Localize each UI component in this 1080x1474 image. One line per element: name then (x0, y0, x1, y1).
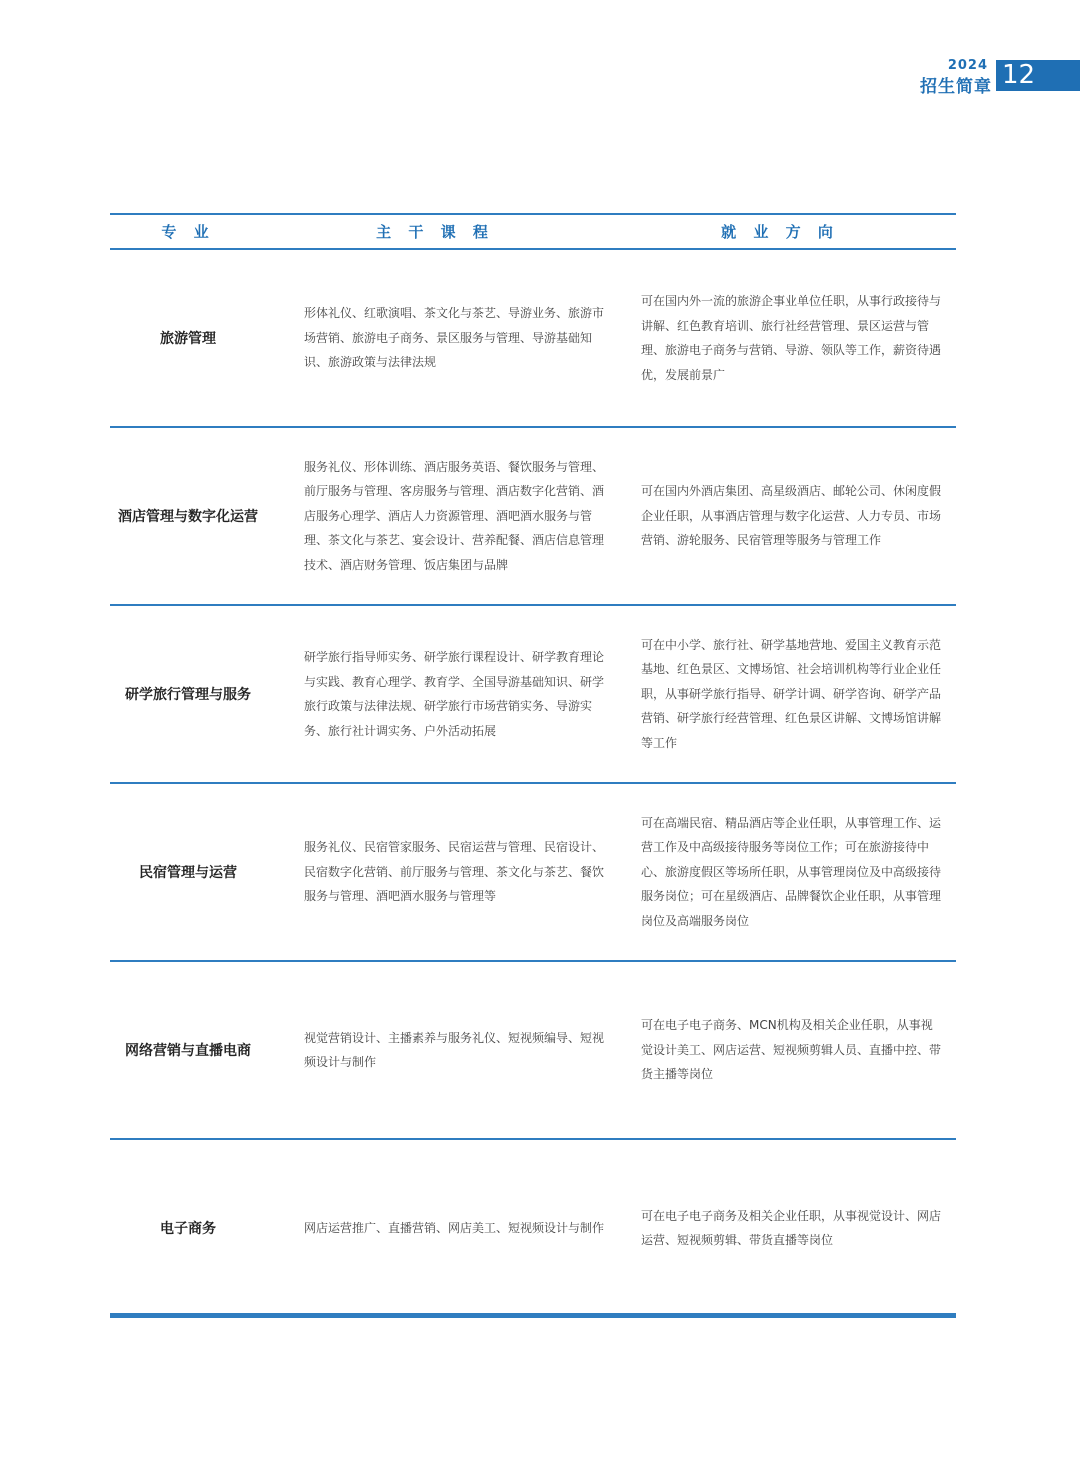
major-courses: 形体礼仪、红歌演唱、茶文化与茶艺、导游业务、旅游市场营销、旅游电子商务、景区服务与管理、导游基础知识、旅游政策与法律法规 (304, 306, 605, 370)
table-row (110, 606, 956, 784)
header-courses: 主 干 课 程 (376, 223, 494, 241)
major-career: 可在中小学、旅行社、研学基地营地、爱国主义教育示范基地、红色景区、文博场馆、社会培训机构等行业企业任职，从事研学旅行指导、研学计调、研学咨询、研学产品营销、研学旅行经营管理、红色景区讲解、文博场馆讲解等工作 (641, 637, 942, 750)
brochure-brand (910, 58, 1080, 97)
major-name: 电子商务 (160, 1221, 216, 1237)
major-courses: 服务礼仪、形体训练、酒店服务英语、餐饮服务与管理、前厅服务与管理、客房服务与管理、酒店数字化营销、酒店服务心理学、酒店人力资源管理、酒吧酒水服务与管理、茶文化与茶艺、宴会设计、营养配餐、酒店信息管理技术、酒店财务管理、饭店集团与品牌 (304, 459, 605, 572)
major-name: 民宿管理与运营 (139, 865, 237, 881)
major-name: 酒店管理与数字化运营 (118, 509, 258, 525)
header-major: 专 业 (161, 223, 215, 241)
majors-table (110, 213, 956, 1316)
major-courses: 研学旅行指导师实务、研学旅行课程设计、研学教育理论与实践、教育心理学、教育学、全国导游基础知识、研学旅行政策与法律法规、研学旅行市场营销实务、导游实务、旅行社计调实务、户外活动拓展 (304, 650, 605, 738)
brand-year: 2024 (947, 58, 988, 73)
table-row (110, 962, 956, 1140)
major-career: 可在电子电子商务及相关企业任职，从事视觉设计、网店运营、短视频剪辑、带货直播等岗位 (641, 1208, 942, 1247)
major-name: 旅游管理 (160, 331, 216, 347)
table-row (110, 784, 956, 962)
page-number: 12 (996, 60, 1080, 91)
table-bottom-rule (110, 1313, 956, 1318)
major-career: 可在电子电子商务、MCN机构及相关企业任职，从事视觉设计美工、网店运营、短视频剪辑人员、直播中控、带货主播等岗位 (641, 1018, 942, 1082)
table-row (110, 428, 956, 606)
major-career: 可在高端民宿、精品酒店等企业任职，从事管理工作、运营工作及中高级接待服务等岗位工作；可在旅游接待中心、旅游度假区等场所任职，从事管理岗位及中高级接待服务岗位；可在星级酒店、品牌餐饮企业任职，从事管理岗位及高端服务岗位 (641, 815, 942, 928)
major-career: 可在国内外一流的旅游企事业单位任职，从事行政接待与讲解、红色教育培训、旅行社经营管理、景区运营与管理、旅游电子商务与营销、导游、领队等工作，薪资待遇优，发展前景广 (641, 294, 942, 382)
header-career: 就 业 方 向 (721, 223, 839, 241)
brand-title: 招生简章 (920, 77, 992, 97)
major-courses: 视觉营销设计、主播素养与服务礼仪、短视频编导、短视频设计与制作 (304, 1030, 605, 1069)
table-row (110, 250, 956, 428)
major-courses: 网店运营推广、直播营销、网店美工、短视频设计与制作 (304, 1220, 605, 1235)
table-header (110, 215, 956, 248)
table-row (110, 1140, 956, 1316)
major-courses: 服务礼仪、民宿管家服务、民宿运营与管理、民宿设计、民宿数字化营销、前厅服务与管理、茶文化与茶艺、餐饮服务与管理、酒吧酒水服务与管理等 (304, 840, 605, 904)
major-name: 研学旅行管理与服务 (125, 687, 251, 703)
major-career: 可在国内外酒店集团、高星级酒店、邮轮公司、休闲度假企业任职，从事酒店管理与数字化运营、人力专员、市场营销、游轮服务、民宿管理等服务与管理工作 (641, 484, 942, 548)
major-name: 网络营销与直播电商 (125, 1043, 251, 1059)
